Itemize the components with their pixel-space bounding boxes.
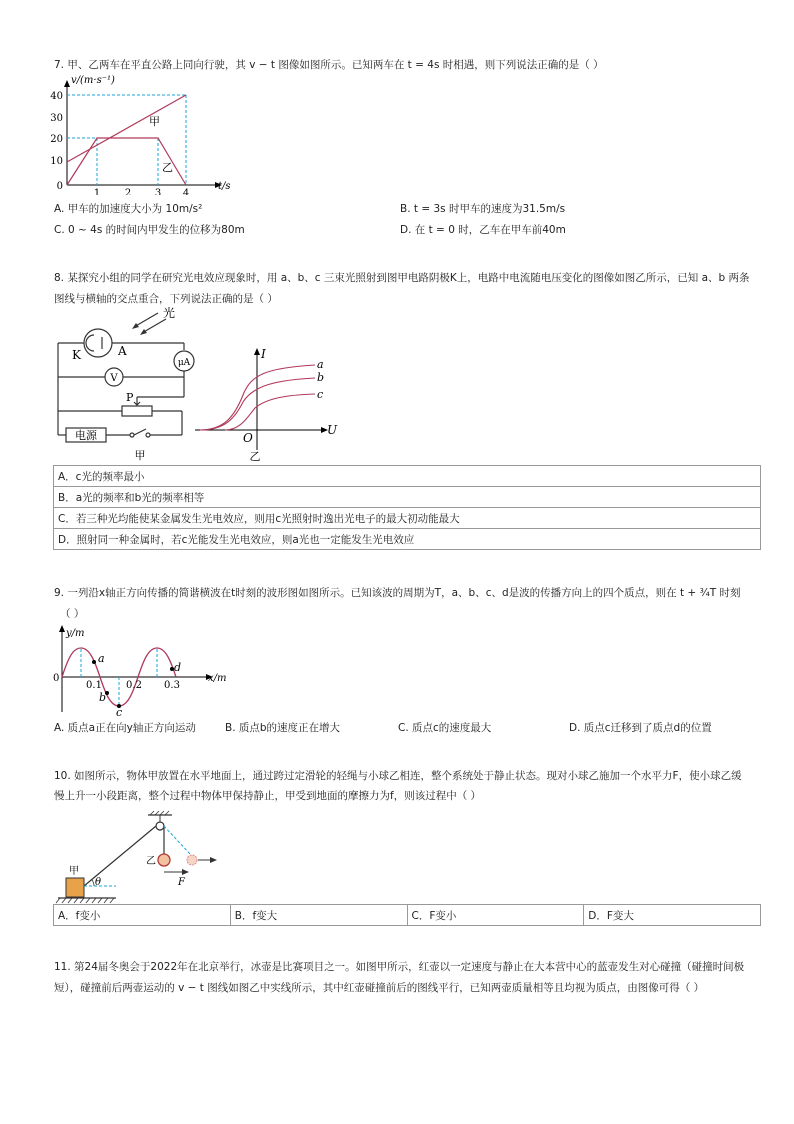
q7-stem: 7. 甲、乙两车在平直公路上同向行驶，其 v − t 图像如图所示。已知两车在 t = 4s 时相遇，则下列说法正确的是（ ） [54,59,604,71]
q9-xtick-01: 0.1 [86,680,102,691]
q10-option-b[interactable]: B．f变大 [230,905,407,926]
q8-voltmeter-label: V [110,373,118,384]
q9-label-c: c [116,706,123,717]
q7-option-b[interactable]: B. t = 3s 时甲车的速度为31.5m/s [400,203,566,215]
q8-b-label: b [317,371,325,384]
q8-slider-label: P [126,391,134,404]
q10-label-f: F [178,877,185,888]
q7-vt-graph [50,75,250,195]
q8-a-label: a [317,358,324,371]
q7-option-c[interactable]: C. 0 ~ 4s 的时间内甲发生的位移为80m [54,224,245,236]
q9-option-d[interactable]: D. 质点c迁移到了质点d的位置 [569,722,712,734]
q7-label-jia: 甲 [149,115,160,128]
q8-option-a[interactable]: A．c光的频率最小 [54,466,761,487]
q7-ytick-10: 10 [50,156,63,167]
q7-option-d[interactable]: D. 在 t = 0 时，乙车在甲车前40m [400,224,566,236]
q8-c-label: c [317,388,324,401]
q10-stem-line1: 10. 如图所示，物体甲放置在水平地面上，通过跨过定滑轮的轻绳与小球乙相连，整个系统处于静止状态。现对小球乙施加一个水平力F，使小球乙缓 [54,770,742,782]
q7-xtick-2: 2 [124,188,132,195]
q7-ytick-40: 40 [50,91,63,102]
q7-ytick-20: 20 [50,134,63,145]
q9-option-a[interactable]: A. 质点a正在向y轴正方向运动 [54,722,196,734]
q9-label-b: b [99,691,107,704]
q8-graph-caption: 乙 [249,450,261,463]
q10-label-theta: θ [95,877,102,888]
q11-stem-line2: 短），碰撞前后两壶运动的 v − t 图线如图乙中实线所示，其中红壶碰撞前后的图线平行，已知两壶质量相等且均视为质点，由图像可得（ ） [54,982,705,994]
q8-options-table [53,465,761,550]
q8-circuit-diagram [50,305,210,465]
q8-curve-c [225,394,315,430]
q10-option-d[interactable]: D．F变大 [584,905,761,926]
q9-option-c[interactable]: C. 质点c的速度最大 [398,722,492,734]
q8-i-label: I [261,347,266,361]
q9-origin: 0 [53,673,60,684]
q7-xtick-1: 1 [93,188,101,195]
q7-xlabel: t/s [218,181,231,192]
q9-label-a: a [98,652,105,665]
q9-ylabel: y/m [66,628,85,639]
q10-stem-line2: 慢上升一小段距离，整个过程中物体甲保持静止，甲受到地面的摩擦力为f，则该过程中（ ） [54,790,482,802]
q10-pulley [156,822,164,830]
q10-option-a[interactable]: A．f变小 [54,905,231,926]
q8-circuit-caption: 甲 [134,449,146,462]
q9-xtick-02: 0.2 [126,680,142,691]
q8-cathode-label: K [72,348,81,362]
q8-stem-line1: 8. 某探究小组的同学在研究光电效应现象时，用 a、b、c 三束光照射到图甲电路阴极K上，电路中电流随电压变化的图像如图乙所示，已知 a、b 两条 [54,272,750,284]
q9-xtick-03: 0.3 [164,680,180,691]
q7-origin: 0 [56,181,63,192]
q10-ball-yi [158,854,170,866]
q8-light-label: 光 [163,306,176,320]
q9-xlabel: x/m [208,673,227,684]
q9-stem-line2: （ ） [60,608,85,620]
q7-line-jia [67,95,186,162]
q9-wave-graph [50,622,240,717]
q7-option-a[interactable]: A. 甲车的加速度大小为 10m/s² [54,203,203,215]
q7-ylabel: v/(m·s⁻¹) [71,75,115,86]
q7-xtick-4: 4 [182,188,190,195]
q8-microammeter-label: μA [177,358,191,368]
q8-option-c[interactable]: C．若三种光均能使某金属发生光电效应，则用c光照射时逸出光电子的最大初动能最大 [54,508,761,529]
q7-ytick-30: 30 [50,113,63,124]
q10-pulley-figure [50,810,250,905]
q9-point-a [92,660,96,664]
q10-block-jia [66,878,84,897]
q10-ball-yi-moved [187,855,197,865]
q11-stem-line1: 11. 第24届冬奥会于2022年在北京举行，冰壶是比赛项目之一。如图甲所示，红壶以一定速度与静止在大本营中心的蓝壶发生对心碰撞（碰撞时间极 [54,961,745,973]
q7-xtick-3: 3 [154,188,162,195]
q8-stem-line2: 图线与横轴的交点重合，下列说法正确的是（ ） [54,293,278,305]
q10-label-yi: 乙 [146,856,156,867]
q9-option-b[interactable]: B. 质点b的速度正在增大 [225,722,341,734]
q8-anode-label: A [118,344,127,358]
q8-source-label: 电源 [75,429,97,442]
q10-label-jia: 甲 [69,866,79,877]
q8-origin-label: O [243,431,253,445]
q8-option-d[interactable]: D．照射同一种金属时，若c光能发生光电效应，则a光也一定能发生光电效应 [54,529,761,550]
q10-option-c[interactable]: C．F变小 [407,905,584,926]
q8-u-label: U [327,423,338,437]
q8-iu-graph [195,340,345,465]
q7-label-yi: 乙 [162,161,173,174]
q8-option-b[interactable]: B．a光的频率和b光的频率相等 [54,487,761,508]
q9-label-d: d [174,661,182,674]
q9-stem-line1: 9. 一列沿x轴正方向传播的简谐横波在t时刻的波形图如图所示。已知该波的周期为T，a、b、c、d是波的传播方向上的四个质点，则在 t + ¾T 时刻 [54,587,741,599]
q10-options-table [53,904,761,926]
